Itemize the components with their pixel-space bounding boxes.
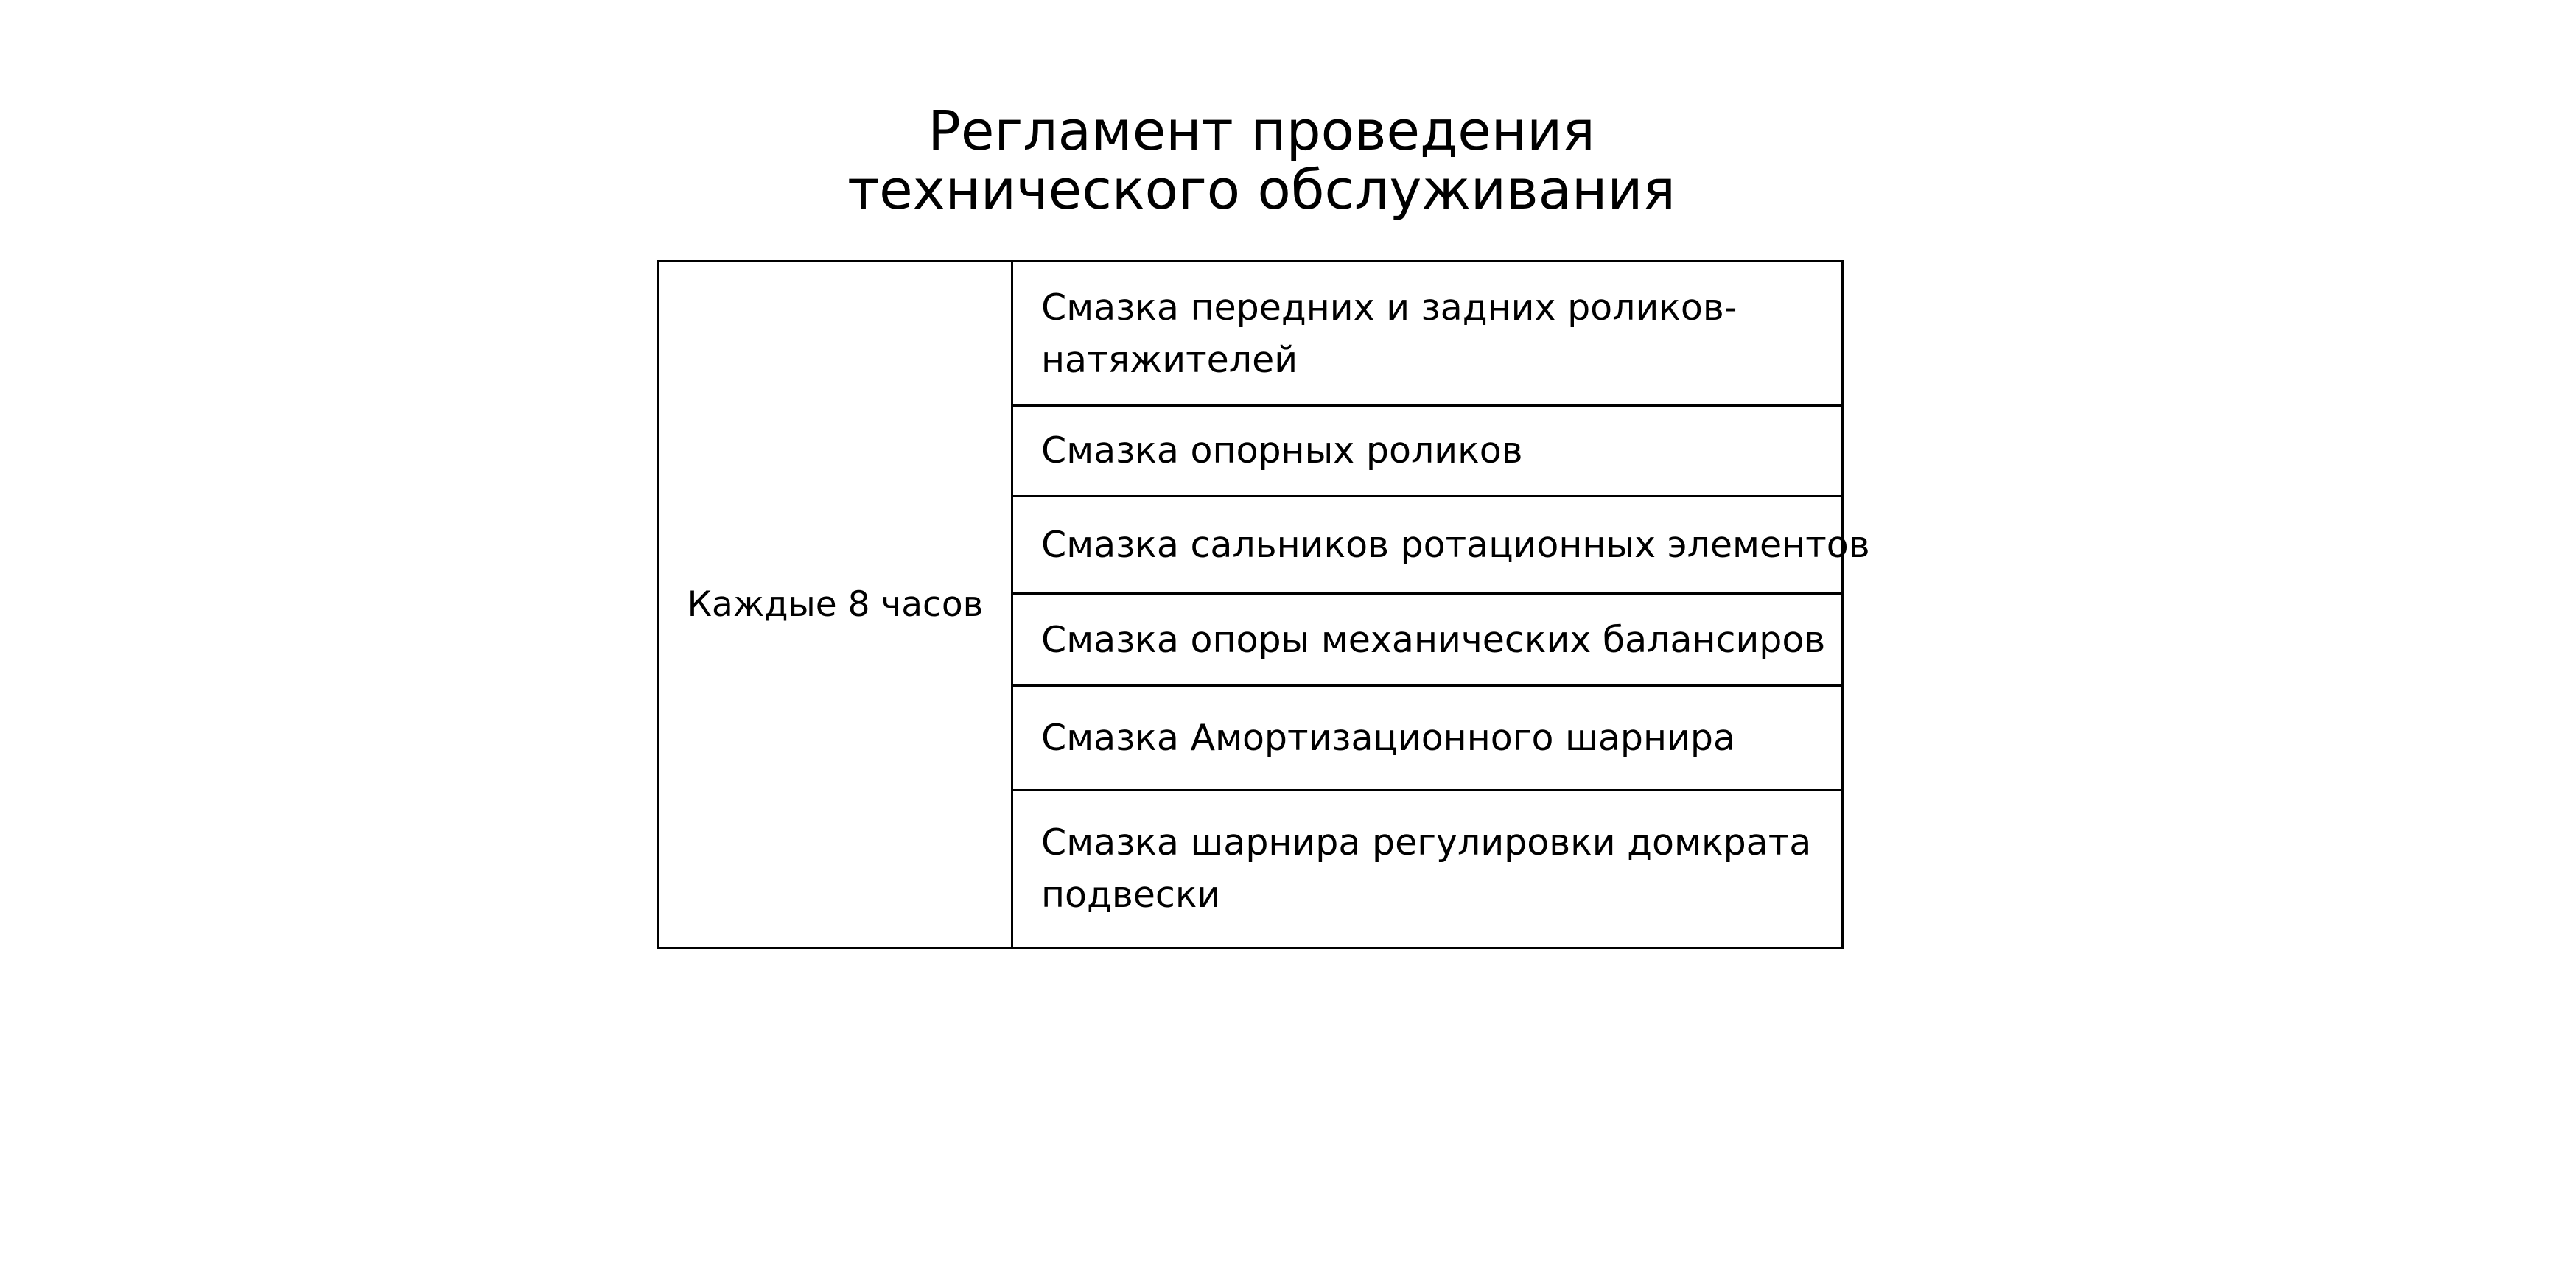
task-cell: Смазка сальников ротационных элементов [1012,496,1843,594]
task-cell: Смазка шарнира регулировки домкрата подвески [1012,790,1843,947]
table-row [659,262,1843,406]
task-cell: Смазка Амортизационного шарнира [1012,686,1843,791]
page-title-line-2: технического обслуживания [847,158,1676,222]
task-cell: Смазка опорных роликов [1012,406,1843,497]
page-title-line-1: Регламент проведения [928,99,1595,163]
maintenance-schedule-table [657,260,1870,949]
page-title [663,99,1860,222]
task-cell: Смазка передних и задних роликов-натяжителей [1012,262,1843,406]
interval-cell: Каждые 8 часов [659,262,1012,948]
task-cell: Смазка опоры механических балансиров [1012,594,1843,686]
